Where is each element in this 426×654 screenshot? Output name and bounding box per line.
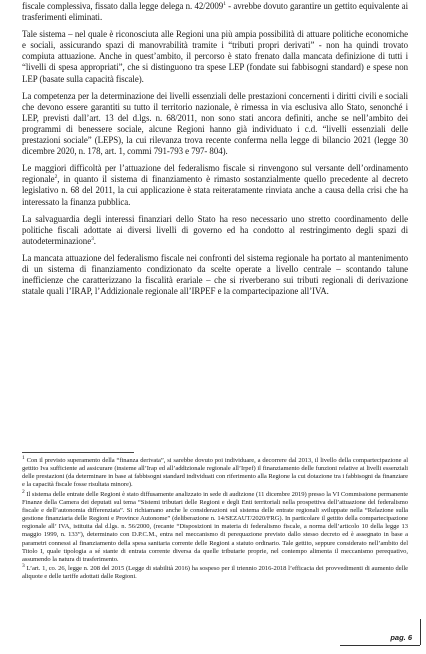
page-frame-vertical — [420, 619, 421, 645]
footnote-ref-1[interactable]: 1 — [223, 1, 226, 8]
footnote-ref-2[interactable]: 2 — [54, 174, 58, 181]
footnote-3: $^3$ L’art. 1, co. 26, legge n. 208 del 2015 (Legge di stabilità 2016) ha sospeso per il triennio 2016-2018 l’efficacia dei provvedimenti di aumento delle aliquote e delle tariffe adottati dalle Regioni. — [22, 562, 408, 581]
page-number: pag. 6 — [390, 633, 412, 642]
footnote-2: $^2$ Il sistema delle entrate delle Regioni è stato diffusamente analizzato in sede di audizione (11 dicembre 2019) presso la VI Commissione permanente Finanze della Camera dei deputati sul tema “Sistemi tributari delle Regioni e degli Enti territoriali nella prospettiva dell’attuazione del federalismo fiscale e dell’autonomia differenziata”. Si richiamano anche le considerazioni sul sistema delle entrate regionali sviluppate nella “Relazione sulla gestione finanziaria delle Regioni e Province Autonome” (deliberazione n. 14/SEZAUT/2020/FRG). In particolare il gettito della compartecipazione regionale all’ IVA, istituita dal d.lgs. n. 56/2000, (recante “Disposizioni in materia di federalismo fiscale, a norma dell’articolo 10 della legge 13 maggio 1999, n. 133”), determinato con D.P.C.M., entra nel meccanismo di perequazione previsto dallo stesso decreto ed è assegnato in base a parametri connessi al finanziamento della spesa sanitaria corrente delle Regioni a statuto ordinario. Tale gettito, seppure considerato nell’ambito del Titolo I, quale tipologia a sé stante di entrata corrente diversa da quelle tributarie proprie, nel contempo alimenta il meccanismo perequativo, assumendo la natura di trasferimento. — [22, 488, 408, 563]
footnote-ref-3[interactable]: 3 — [91, 235, 94, 242]
body-text — [22, 0, 408, 303]
paragraph-3: La competenza per la determinazione dei livelli essenziali delle prestazioni concernenti i diritti civili e sociali che devono essere garantiti su tutto il territorio nazionale, è rimessa in via esclusiva allo Stato, senonché i LEP, previsti dall’art. 13 del d.lgs. n. 68/2011, non sono stati ancora definiti, anche se nell’ambito dei programmi di benessere sociale, alcune Regioni hanno già individuato i c.d. “livelli essenziali delle prestazioni sociale” (LEPS), la cui rilevanza trova recente conferma nella legge di bilancio 2021 (legge 30 dicembre 2020, n. 178, art. 1, commi 791-793 e 797- 804). — [22, 90, 408, 157]
paragraph-2: Tale sistema – nel quale è riconosciuta alle Regioni una più ampia possibilità di attuare politiche economiche e sociali, assicurando spazi di manovrabilità tramite i “tributi propri derivati” - non ha quindi trovato compiuta attuazione. Anche in quest’ambito, il percorso è stato frenato dalla mancata definizione di tutti i “livelli di spesa appropriati”, che si distinguono tra spese LEP (fondate sui fabbisogni standard) e spese non LEP (basate sulla capacità fiscale). — [22, 29, 408, 84]
footnotes — [22, 454, 408, 582]
footnote-1: $^1$ Con il previsto superamento della “finanza derivata”, si sarebbe dovuto poi individuare, a decorrere dal 2013, il livello della compartecipazione al gettito Iva sufficiente ad assicurare (insieme all’Irap ed all’addizionale regionale all’Irpef) il finanziamento delle funzioni relative ai livelli essenziali delle prestazioni (da determinare in base ai fabbisogni standard individuati con riferimento alla Regione la cui dotazione tra i fabbisogni da finanziare e la capacità fiscale fosse risultata minore). — [22, 454, 408, 489]
paragraph-6: La mancata attuazione del federalismo fiscale nei confronti del sistema regionale ha portato al mantenimento di un sistema di finanziamento condizionato da scelte operate a livello centrale – scontando talune inefficienze che caratterizzano la fiscalità erariale – che si riverberano sui tributi regionali di derivazione statale quali l’IRAP, l’Addizionale regionale all’IRPEF e la compartecipazione all’IVA. — [22, 252, 408, 297]
paragraph-5: La salvaguardia degli interessi finanziari dello Stato ha reso necessario uno stretto coordinamento delle politiche fiscali adottate ai diversi livelli di governo ed ha condotto al restringimento degli spazi di autodeterminazione$^3$. — [22, 213, 408, 246]
page-frame-horizontal — [340, 645, 420, 646]
paragraph-1: fiscale complessiva, fissato dalla legge delega n. 42/2009$^1$ - avrebbe dovuto garantire un gettito equivalente ai trasferimenti eliminati. — [22, 1, 408, 23]
paragraph-4: Le maggiori difficoltà per l’attuazione del federalismo fiscale si rinvengono sul versante dell’ordinamento regionale$^2$, in quanto il sistema di finanziamento è rimasto sostanzialmente quello precedente al decreto legislativo n. 68 del 2011, la cui applicazione è stata reiteratamente rinviata anche a causa della crisi che ha interessato la finanza pubblica. — [22, 163, 408, 207]
footnote-separator — [22, 452, 134, 453]
